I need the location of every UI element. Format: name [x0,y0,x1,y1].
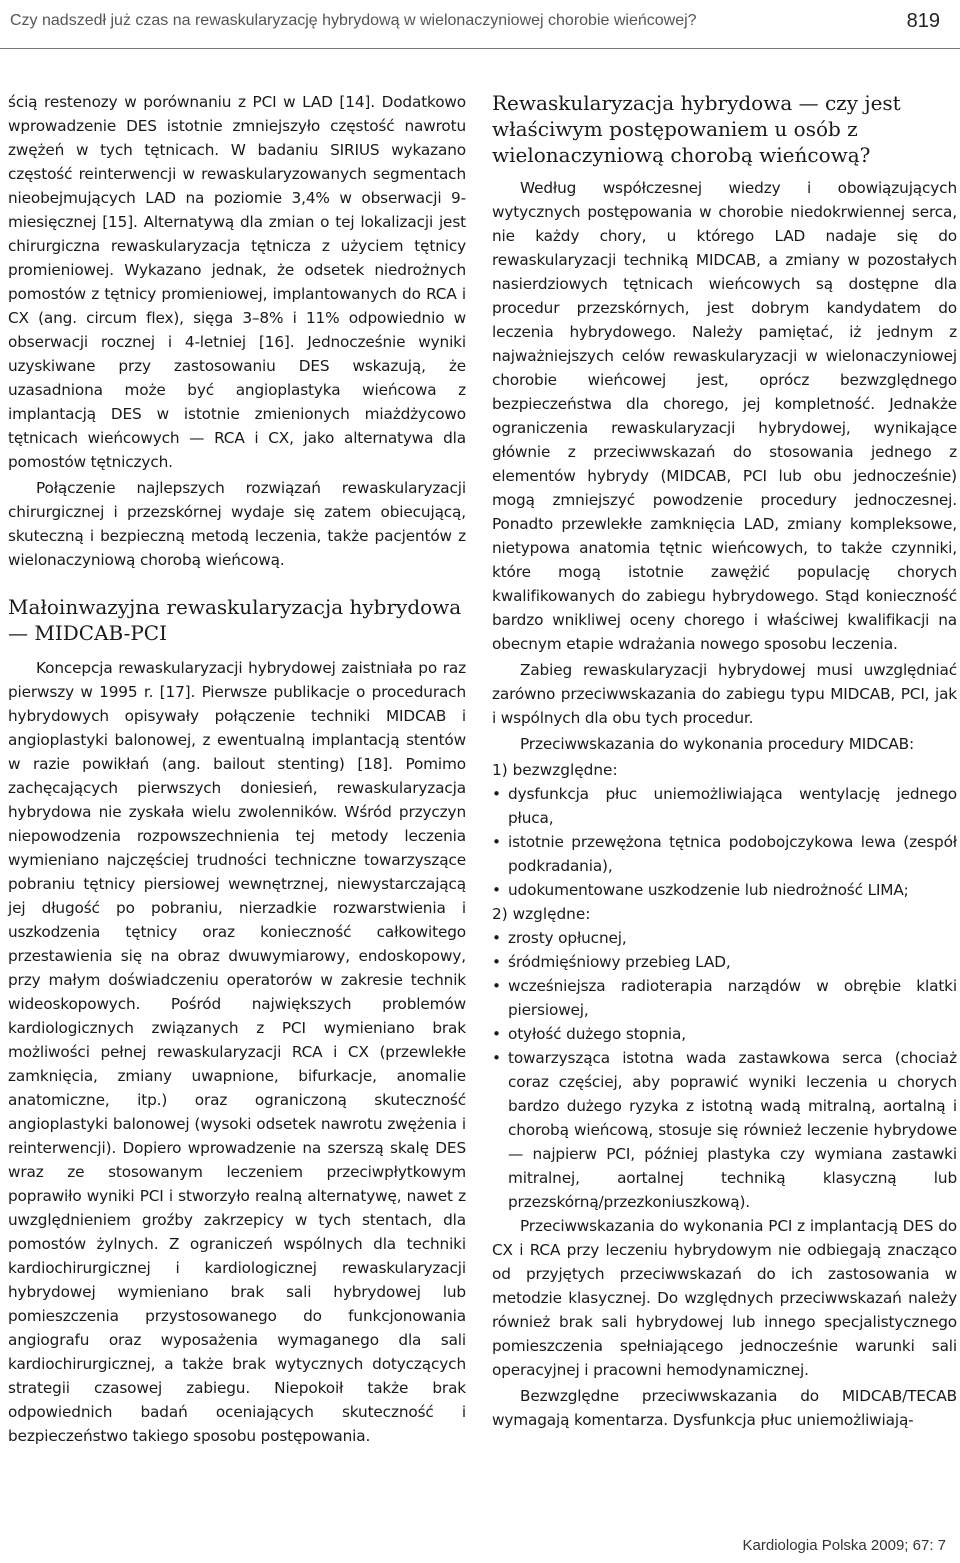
list-item: • udokumentowane uszkodzenie lub niedrożność LIMA; [492,878,957,902]
right-paragraph-5: Bezwzględne przeciwwskazania do MIDCAB/TECAB wymagają komentarza. Dysfunkcja płuc uniemożliwiają- [492,1387,957,1429]
running-head [10,4,940,38]
list-item: • otyłość dużego stopnia, [492,1022,957,1046]
running-head-title: Czy nadszedł już czas na rewaskularyzację hybrydową w wielonaczyniowej chorobie wieńcowej? [10,12,697,29]
absolute-contraindications-label: 1) bezwzględne: [492,761,618,779]
list-item: • wcześniejsza radioterapia narządów w obrębie klatki piersiowej, [492,974,957,1022]
relative-contraindications-label: 2) względne: [492,905,591,923]
left-paragraph-3: Koncepcja rewaskularyzacji hybrydowej zaistniała po raz pierwszy w 1995 r. [17]. Pierwsze publikacje o procedurach hybrydowych opisywały połączenie techniki MIDCAB i angioplastyki balonowej, z ewentualną implantacją stentów w razie powikłań (ang. bailout stenting) [18]. Pomimo zachęcających pierwszych doniesień, rewaskularyzacja hybrydowa nie zyskała wielu zwolenników. Wśród przyczyn niepowodzenia rozpowszechnienia tej metody leczenia wymieniano najczęściej trudności techniczne towarzyszące pobraniu tętnicy piersiowej wewnętrznej, niewystarczającą jej długość po pobraniu, nierzadkie rozwarstwienia i uszkodzenia tętnicy oraz konieczność całkowitego przestawienia się na obraz dwuwymiarowy, endoskopowy, przy małym doświadczeniu operatorów w zakresie technik wideoskopowych. Pośród największych problemów kardiologicznych związanych z PCI wymieniano brak możliwości pełnej rewaskularyzacji RCA i CX (przewlekłe zamknięcia, zmiany uwapnione, bifurkacje, anomalie anatomiczne, itp.) oraz ograniczoną skuteczność angioplastyki balonowej (wysoki odsetek nawrotu zwężenia i reinterwencji). Dopiero wprowadzenie na szerszą skalę DES wraz ze stosowanym leczeniem przeciwpłytkowym poprawiło wyniki PCI i stworzyło realną alternatywę, nawet z uwzględnieniem groźby zakrzepicy w tych stentach, dla pomostów żylnych. Z ograniczeń wspólnych dla techniki kardiochirurgicznej i kardiologicznej rewaskularyzacji hybrydowej wymieniano brak sali hybrydowej lub pomieszczenia przystosowanego do funkcjonowania angiografu oraz wyposażenia wymaganego dla sali kardiochirurgicznej, a także brak wytycznych dotyczących strategii czasowej zabiegu. Niepokoił także brak odpowiednich badań oceniających skuteczność i bezpieczeństwo takiego sposobu postępowania. [8,659,466,1445]
page-number: 819 [906,10,940,32]
list-item: • śródmięśniowy przebieg LAD, [492,950,957,974]
right-paragraph-2: Zabieg rewaskularyzacji hybrydowej musi uwzględniać zarówno przeciwwskazania do zabiegu typu MIDCAB, PCI, jak i wspólnych dla obu tych procedur. [492,661,957,727]
journal-citation: Kardiologia Polska 2009; 67: 7 [742,1537,946,1554]
section-heading-hybrid-question: Rewaskularyzacja hybrydowa — czy jest właściwym postępowaniem u osób z wielonaczyniową chorobą wieńcową? [492,91,901,167]
relative-contraindications-list [492,926,957,1214]
right-column [492,90,957,1434]
left-column [8,90,466,1450]
header-rule [0,48,960,49]
list-item: • towarzysząca istotna wada zastawkowa serca (chociaż coraz częściej, aby poprawić wyniki leczenia u chorych bardzo dużego ryzyka z istotną wadą mitralną, aortalną i chorobą wieńcową, stosuje się również leczenie hybrydowe — najpierw PCI, później plastyka czy wymiana zastawki mitralnej, aortalnej techniką klasyczną lub przezskórną/przezkoniuszkową). [492,1046,957,1214]
left-paragraph-2: Połączenie najlepszych rozwiązań rewaskularyzacji chirurgicznej i przezskórnej wydaje się zatem obiecującą, skuteczną i bezpieczną metodą leczenia, także pacjentów z wielonaczyniową chorobą wieńcową. [8,479,466,569]
section-heading-midcab-pci: Małoinwazyjna rewaskularyzacja hybrydowa — MIDCAB-PCI [8,595,462,645]
list-item: • zrosty opłucnej, [492,926,957,950]
left-paragraph-1: ścią restenozy w porównaniu z PCI w LAD [14]. Dodatkowo wprowadzenie DES istotnie zmniejszyło częstość nawrotu zwężeń w tych tętnicach. W badaniu SIRIUS wykazano częstość reinterwencji w rewaskularyzowanych segmentach nieobejmujących LAD na poziomie 3,4% w obserwacji 9-miesięcznej [15]. Alternatywą dla zmian o tej lokalizacji jest chirurgiczna rewaskularyzacja tętnicza z użyciem tętnicy promieniowej. Wykazano jednak, że odsetek niedrożnych pomostów z tętnicy promieniowej, implantowanych do RCA i CX (ang. circum flex), sięga 3–8% i 11% odpowiednio w obserwacji rocznej i 4-letniej [16]. Jednocześnie wyniki uzyskiwane przy zastosowaniu DES wskazują, że uzasadniona może być angioplastyka wieńcowa z implantacją DES w istotnie zmienionych miażdżycowo tętnicach wieńcowych — RCA i CX, jako alternatywa dla pomostów tętniczych. [8,93,466,471]
list-item: • istotnie przewężona tętnica podobojczykowa lewa (zespół podkradania), [492,830,957,878]
right-paragraph-3: Przeciwwskazania do wykonania procedury MIDCAB: [520,735,914,753]
absolute-contraindications-list [492,782,957,902]
right-paragraph-1: Według współczesnej wiedzy i obowiązujących wytycznych postępowania w chorobie niedokrwiennej serca, nie każdy chory, u którego LAD nadaje się do rewaskularyzacji techniką MIDCAB, a zmiany w pozostałych nasierdziowych tętnicach wieńcowych są dostępne dla procedur przezskórnych, jest dobrym kandydatem do leczenia hybrydowego. Należy pamiętać, iż jednym z najważniejszych celów rewaskularyzacji w wielonaczyniowej chorobie wieńcowej jest, oprócz bezwzględnego bezpieczeństwa dla chorego, jej kompletność. Jednakże ograniczenia rewaskularyzacji hybrydowej, wynikające głównie z przeciwwskazań do stosowania jednego z elementów hybrydy (MIDCAB, PCI lub obu jednocześnie) mogą zmniejszyć powodzenie procedury jednoczesnej. Ponadto przewlekłe zamknięcia LAD, zmiany kompleksowe, nietypowa anatomia tętnic wieńcowych, to także czynniki, które mogą istotnie zawężić populację chorych kwalifikowanych do zabiegu hybrydowego. Stąd konieczność bardzo wnikliwej oceny chorego i właściwej kwalifikacji na obecnym etapie wdrażania nowego sposobu leczenia. [492,179,957,653]
list-item: • dysfunkcja płuc uniemożliwiająca wentylację jednego płuca, [492,782,957,830]
right-paragraph-4: Przeciwwskazania do wykonania PCI z implantacją DES do CX i RCA przy leczeniu hybrydowym nie odbiegają znacząco od przyjętych przeciwwskazań do ich zastosowania w metodzie klasycznej. Do względnych przeciwwskazań należy również brak sali hybrydowej lub innego specjalistycznego pomieszczenia spełniającego jednocześnie warunki sali operacyjnej i pracowni hemodynamicznej. [492,1217,957,1379]
